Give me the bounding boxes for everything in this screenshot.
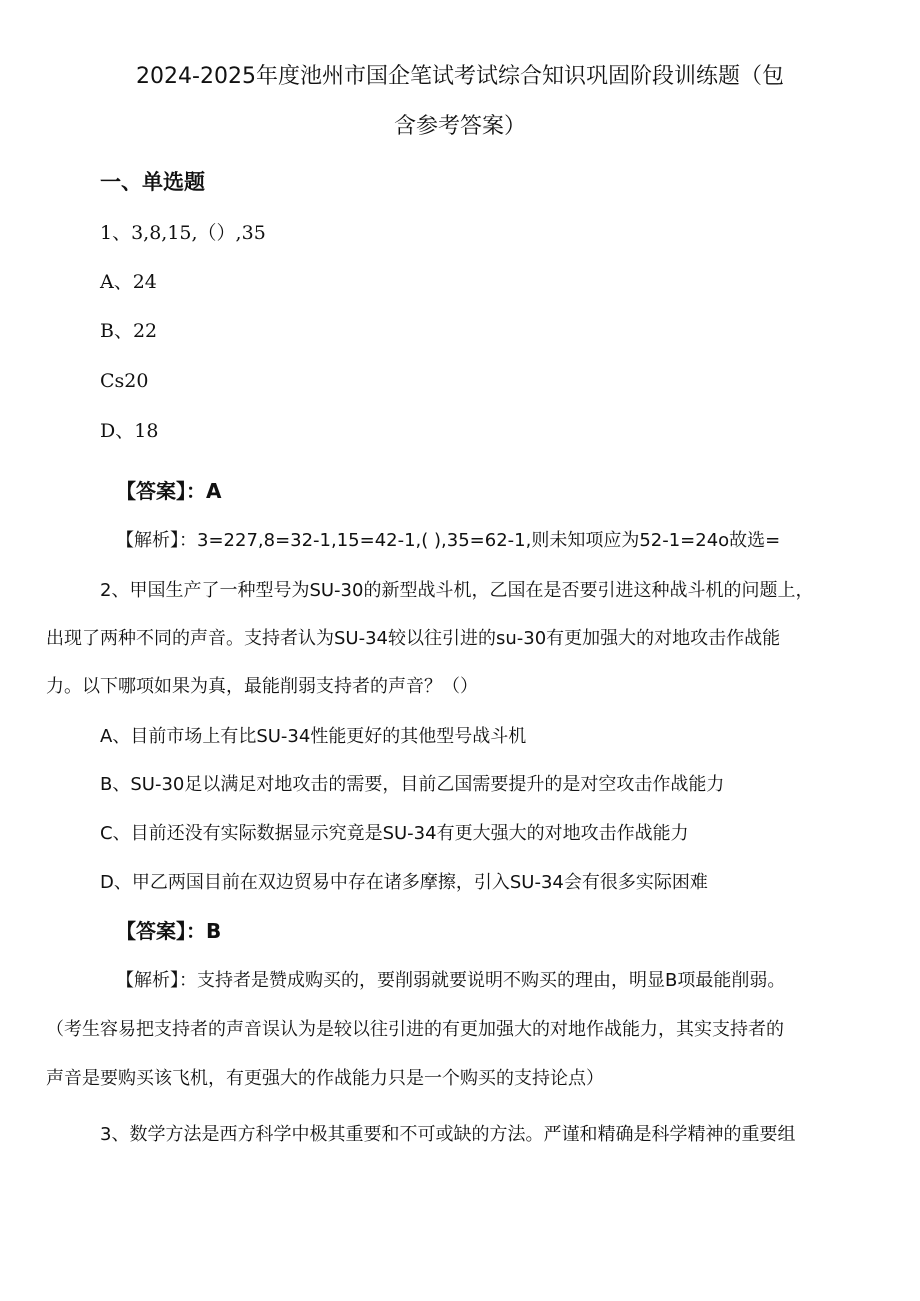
question-2-stem-line-2: 出现了两种不同的声音。支持者认为SU-34较以往引进的su-30有更加强大的对地攻击作战能 bbox=[46, 628, 781, 649]
question-1-option-c: Cs20 bbox=[100, 370, 149, 392]
question-1-analysis: 【解析】：3=227,8=32-1,15=42-1,( ),35=62-1,则未知项应为52-1=24o故选= bbox=[116, 530, 781, 551]
question-3-stem-line-1: 3、数学方法是西方科学中极其重要和不可或缺的方法。严谨和精确是科学精神的重要组 bbox=[100, 1124, 796, 1145]
question-2-answer: 【答案】：B bbox=[116, 919, 222, 943]
question-1-option-a: A、24 bbox=[100, 271, 157, 293]
question-2-stem-line-1: 2、甲国生产了一种型号为SU-30的新型战斗机，乙国在是否要引进这种战斗机的问题上， bbox=[100, 580, 814, 601]
question-2-option-d: D、甲乙两国目前在双边贸易中存在诸多摩擦，引入SU-34会有很多实际困难 bbox=[100, 872, 708, 893]
question-1-option-d: D、18 bbox=[100, 420, 159, 442]
document-title-line-2: 含参考答案） bbox=[393, 114, 526, 139]
question-2-option-b: B、SU-30足以满足对地攻击的需要，目前乙国需要提升的是对空攻击作战能力 bbox=[100, 774, 725, 795]
question-2-analysis-line-3: 声音是要购买该飞机，有更强大的作战能力只是一个购买的支持论点） bbox=[46, 1068, 604, 1089]
question-2-stem-line-3: 力。以下哪项如果为真，最能削弱支持者的声音？（） bbox=[46, 676, 478, 697]
section-heading-single-choice: 一、单选题 bbox=[100, 170, 205, 194]
document-title-line-1: 2024-2025年度池州市国企笔试考试综合知识巩固阶段训练题（包 bbox=[136, 64, 784, 89]
question-1-stem: 1、3,8,15,（）,35 bbox=[100, 222, 266, 244]
question-2-analysis-line-2: （考生容易把支持者的声音误认为是较以往引进的有更加强大的对地作战能力，其实支持者的 bbox=[46, 1019, 784, 1040]
question-1-option-b: B、22 bbox=[100, 320, 158, 342]
question-2-analysis-line-1: 【解析】：支持者是赞成购买的，要削弱就要说明不购买的理由，明显B项最能削弱。 bbox=[116, 970, 786, 991]
question-2-option-a: A、目前市场上有比SU-34性能更好的其他型号战斗机 bbox=[100, 726, 527, 747]
question-2-option-c: C、目前还没有实际数据显示究竟是SU-34有更大强大的对地攻击作战能力 bbox=[100, 823, 689, 844]
question-1-answer: 【答案】：A bbox=[116, 479, 222, 503]
